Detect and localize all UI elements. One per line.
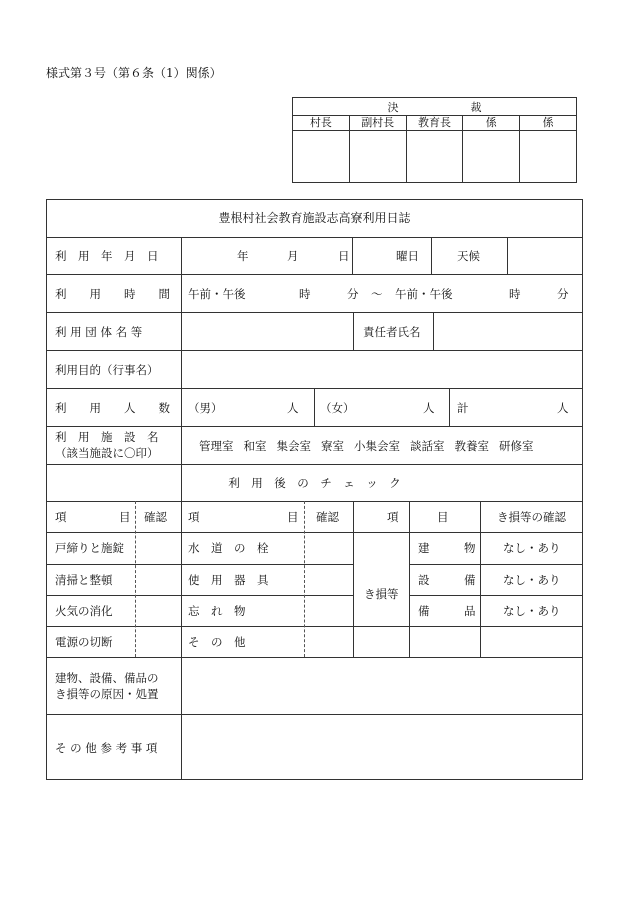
damage-status-equipment[interactable]: なし・あり bbox=[503, 573, 561, 587]
approval-box bbox=[292, 97, 577, 183]
time-start-ampm[interactable]: 午前・午後 bbox=[188, 287, 246, 301]
check-hdr-confirm: 確認 bbox=[144, 510, 167, 524]
date-year: 年 bbox=[237, 249, 249, 263]
check-hdr-item-b: 項 bbox=[188, 510, 200, 524]
date-day: 日 bbox=[338, 249, 350, 263]
check-item: 火気の消化 bbox=[55, 604, 113, 618]
approval-col-mayor[interactable]: 村長 bbox=[293, 115, 350, 182]
facility-shoshukaishitsu[interactable]: 小集会室 bbox=[354, 439, 400, 453]
damage-cause-field[interactable] bbox=[182, 658, 582, 714]
form-title: 豊根村社会教育施設志高寮利用日誌 bbox=[218, 211, 411, 225]
check-hdr-item: 項 bbox=[55, 510, 67, 524]
check-item: 戸締りと施錠 bbox=[55, 541, 124, 555]
purpose-field[interactable] bbox=[182, 351, 582, 388]
facility-danwashitsu[interactable]: 談話室 bbox=[410, 439, 445, 453]
form-reference: 様式第３号（第６条（1）関係） bbox=[46, 66, 222, 80]
damage-item: 備 品 bbox=[418, 604, 476, 618]
damage-label: き損等 bbox=[364, 587, 399, 601]
label-headcount: 利 用 人 数 bbox=[55, 401, 170, 415]
check-hdr-item-c-2: 目 bbox=[437, 510, 449, 524]
male-unit: 人 bbox=[287, 401, 299, 415]
damage-item: 建 物 bbox=[418, 541, 476, 555]
facility-kenshushitsu[interactable]: 研修室 bbox=[499, 439, 534, 453]
check-item: 忘 れ 物 bbox=[188, 604, 246, 618]
label-facility: 利 用 施 設 名 bbox=[55, 430, 159, 444]
female-unit: 人 bbox=[423, 401, 435, 415]
facility-shukaishitsu[interactable]: 集会室 bbox=[276, 439, 311, 453]
approval-col-deputy-mayor[interactable]: 副村長 bbox=[350, 115, 407, 182]
label-damage-cause: 建物、設備、備品の bbox=[55, 671, 159, 685]
label-group-name: 利 用 団 体 名 等 bbox=[55, 325, 143, 339]
check-item: 水 道 の 栓 bbox=[188, 541, 269, 555]
facility-ryoshitsu[interactable]: 寮室 bbox=[321, 439, 344, 453]
check-item: そ の 他 bbox=[188, 635, 246, 649]
label-facility-note: （該当施設に〇印） bbox=[55, 446, 159, 460]
time-tilde: ～ bbox=[371, 287, 383, 301]
label-usage-date: 利 用 年 月 日 bbox=[55, 249, 159, 263]
label-purpose: 利用目的（行事名） bbox=[55, 363, 159, 377]
label-responsible-person: 責任者氏名 bbox=[363, 325, 421, 339]
check-heading: 利 用 後 の チ ェ ッ ク bbox=[228, 476, 401, 490]
date-month: 月 bbox=[287, 249, 299, 263]
group-name-field[interactable] bbox=[182, 313, 352, 350]
time-end-ampm[interactable]: 午前・午後 bbox=[395, 287, 453, 301]
damage-status-supplies[interactable]: なし・あり bbox=[503, 604, 561, 618]
responsible-person-field[interactable] bbox=[434, 313, 582, 350]
label-other-notes: そ の 他 参 考 事 項 bbox=[55, 741, 158, 755]
time-start-hour: 時 bbox=[299, 287, 311, 301]
check-hdr-item-b-2: 目 bbox=[287, 510, 299, 524]
facility-list bbox=[199, 438, 534, 454]
check-item: 電源の切断 bbox=[55, 635, 113, 649]
total-label: 計 bbox=[457, 401, 469, 415]
approval-col-superintendent[interactable]: 教育長 bbox=[407, 115, 464, 182]
male-label: （男） bbox=[188, 401, 223, 415]
usage-log-form bbox=[46, 199, 583, 780]
approval-col-staff-1[interactable]: 係 bbox=[463, 115, 520, 182]
time-start-minute: 分 bbox=[347, 287, 359, 301]
damage-item: 設 備 bbox=[418, 573, 476, 587]
damage-status-building[interactable]: なし・あり bbox=[503, 541, 561, 555]
approval-col-staff-2[interactable]: 係 bbox=[520, 115, 576, 182]
check-hdr-confirm-b: 確認 bbox=[316, 510, 339, 524]
label-usage-time: 利 用 時 間 bbox=[55, 287, 170, 301]
weather-field[interactable] bbox=[508, 238, 582, 274]
label-damage-cause-2: き損等の原因・処置 bbox=[55, 687, 159, 701]
check-hdr-item-c: 項 bbox=[387, 510, 399, 524]
facility-washitsu[interactable]: 和室 bbox=[243, 439, 267, 453]
weather-label: 天候 bbox=[457, 249, 480, 263]
time-end-minute: 分 bbox=[557, 287, 569, 301]
weekday-label: 曜日 bbox=[396, 249, 419, 263]
other-notes-field[interactable] bbox=[182, 715, 582, 779]
check-item: 使 用 器 具 bbox=[188, 573, 269, 587]
total-unit: 人 bbox=[557, 401, 569, 415]
facility-kanrishitsu[interactable]: 管理室 bbox=[199, 439, 234, 453]
check-hdr-item-2: 目 bbox=[119, 510, 131, 524]
time-end-hour: 時 bbox=[509, 287, 521, 301]
approval-title: 決 裁 bbox=[293, 98, 576, 116]
female-label: （女） bbox=[320, 401, 355, 415]
check-hdr-damage-confirm: き損等の確認 bbox=[497, 510, 566, 524]
check-item: 清掃と整頓 bbox=[55, 573, 113, 587]
facility-kyoyoshitsu[interactable]: 教養室 bbox=[454, 439, 489, 453]
